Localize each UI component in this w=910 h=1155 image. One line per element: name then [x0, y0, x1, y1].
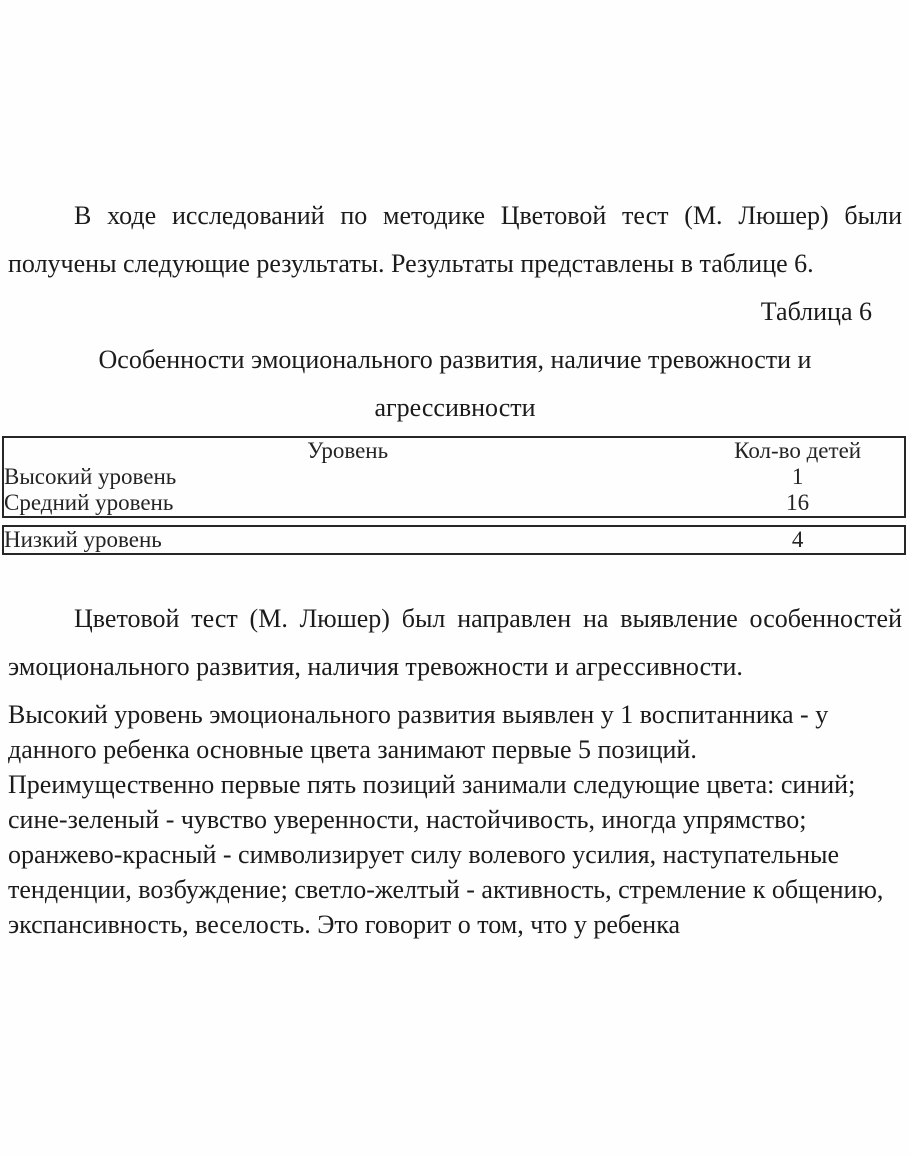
cell-level-high: Высокий уровень [4, 464, 177, 489]
table-title [8, 336, 902, 432]
cell-count-medium: 16 [786, 490, 810, 515]
paragraph-high-level: Высокий уровень эмоционального развития выявлен у 1 воспитанника - у данного ребенка основные цвета занимают первые 5 позиций. [8, 700, 829, 764]
table-header-row [3, 437, 905, 464]
table-caption: Таблица 6 [760, 297, 872, 326]
table-row [3, 464, 905, 490]
table-row [3, 526, 905, 554]
table-title-line2: агрессивности [374, 393, 536, 422]
column-header-level: Уровень [307, 438, 389, 463]
cell-count-low: 4 [791, 527, 804, 552]
paragraph-intro: В ходе исследований по методике Цветовой тест (М. Люшер) были получены следующие результаты. Результаты представлены в таблице 6. [8, 201, 902, 278]
table-title-line1: Особенности эмоционального развития, наличие тревожности и [98, 345, 812, 374]
table-row [3, 490, 905, 517]
cell-count-high: 1 [791, 464, 804, 489]
cell-level-medium: Средний уровень [4, 490, 174, 515]
column-header-count: Кол-во детей [734, 438, 862, 463]
results-table [2, 436, 906, 518]
cell-level-low: Низкий уровень [4, 527, 162, 552]
paragraph-color-meanings: Преимущественно первые пять позиций занимали следующие цвета: синий; сине-зеленый - чувство уверенности, настойчивость, иногда упрямство; оранжево-красный - символизирует силу волевого усилия, наступательные тенденции, возбуждение; светло-желтый - активность, стремление к общению, экспансивность, веселость. Это говорит о том, что у ребенка [8, 770, 884, 939]
results-table-last-row [2, 525, 906, 555]
paragraph-test-description: Цветовой тест (М. Люшер) был направлен на выявление особенностей эмоционального развития, наличия тревожности и агрессивности. [8, 604, 902, 681]
